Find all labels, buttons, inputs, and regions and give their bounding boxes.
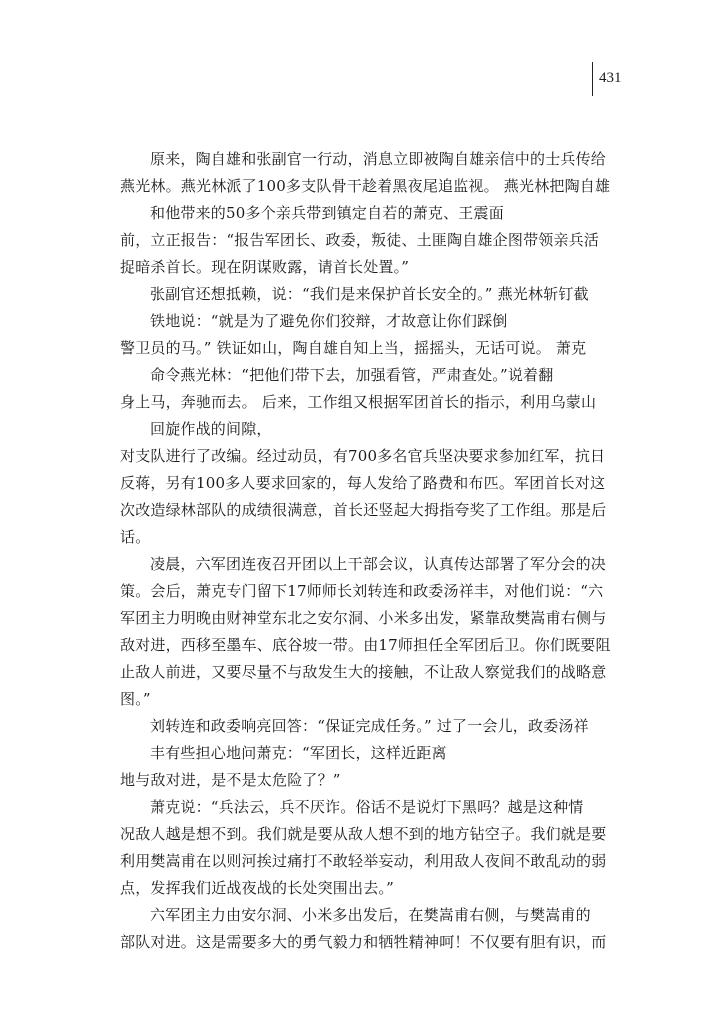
text-line: 身上马，奔驰而去。 后来，工作组又根据军团首长的指示，利用乌蒙山 — [120, 393, 597, 411]
text-line: 止敌人前进，又要尽量不与敌发生大的接触，不让敌人察觉我们的战略意 — [120, 663, 607, 681]
page-body-text — [120, 146, 640, 956]
text-line: 利用樊嵩甫在以则河挨过痛打不敢轻举妄动，利用敌人夜间不敢乱动的弱 — [120, 852, 607, 870]
text-line: 军团主力明晚由财神堂东北之安尔洞、小米多出发，紧靠敌樊嵩甫右侧与 — [120, 609, 607, 627]
text-line: 前，立正报告：“报告军团长、政委，叛徒、土匪陶自雄企图带领亲兵活 — [120, 231, 600, 249]
text-line: 萧克说：“兵法云，兵不厌诈。俗话不是说灯下黑吗？越是这种情 — [150, 798, 584, 816]
text-line: 和他带来的50多个亲兵带到镇定自若的萧克、王震面 — [150, 204, 504, 222]
text-line: 命令燕光林：“把他们带下去，加强看管，严肃查处。”说着翻 — [150, 366, 554, 384]
text-line: 回旋作战的间隙， — [150, 420, 272, 438]
text-line: 反蒋，另有100多人要求回家的，每人发给了路费和布匹。军团首长对这 — [120, 474, 606, 492]
text-line: 策。会后，萧克专门留下17师师长刘转连和政委汤祥丰，对他们说：“六 — [120, 582, 604, 600]
page-number: 431 — [599, 70, 622, 86]
page-number-rule — [592, 62, 593, 96]
text-line: 张副官还想抵赖，说：“我们是来保护首长安全的。” 燕光林斩钉截 — [150, 285, 589, 303]
text-line: 凌晨，六军团连夜召开团以上干部会议，认真传达部署了军分会的决 — [150, 555, 607, 573]
text-line: 燕光林。燕光林派了100多支队骨干趁着黑夜尾追监视。 燕光林把陶自雄 — [120, 177, 611, 195]
text-line: 点，发挥我们近战夜战的长处突围出去。” — [120, 879, 394, 897]
text-line: 况敌人越是想不到。我们就是要从敌人想不到的地方钻空子。我们就是要 — [120, 825, 607, 843]
text-line: 对支队进行了改编。经过动员，有700多名官兵坚决要求参加红军，抗日 — [120, 447, 606, 465]
text-line: 原来，陶自雄和张副官一行动，消息立即被陶自雄亲信中的士兵传给 — [150, 150, 607, 168]
text-line: 丰有些担心地问萧克：“军团长，这样近距离 — [150, 744, 447, 762]
text-line: 敌对进，西移至墨车、底谷坡一带。由17师担任全军团后卫。你们既要阻 — [120, 636, 611, 654]
text-line: 警卫员的马。” 铁证如山，陶自雄自知上当，摇摇头，无话可说。 萧克 — [120, 339, 587, 357]
text-line: 刘转连和政委响亮回答：“保证完成任务。” 过了一会儿，政委汤祥 — [150, 717, 589, 735]
text-line: 次改造绿林部队的成绩很满意，首长还竖起大拇指夸奖了工作组。那是后 — [120, 501, 607, 519]
text-line: 铁地说：“就是为了避免你们狡辩，才故意让你们踩倒 — [150, 312, 508, 330]
text-line: 图。” — [120, 690, 151, 708]
text-line: 话。 — [120, 528, 151, 546]
text-line: 部队对进。这是需要多大的勇气毅力和牺牲精神呵！不仅要有胆有识，而 — [120, 933, 607, 951]
text-line: 捉暗杀首长。现在阴谋败露，请首长处置。” — [120, 258, 410, 276]
text-line: 六军团主力由安尔洞、小米多出发后，在樊嵩甫右侧，与樊嵩甫的 — [150, 906, 591, 924]
text-line: 地与敌对进，是不是太危险了？” — [120, 771, 341, 789]
